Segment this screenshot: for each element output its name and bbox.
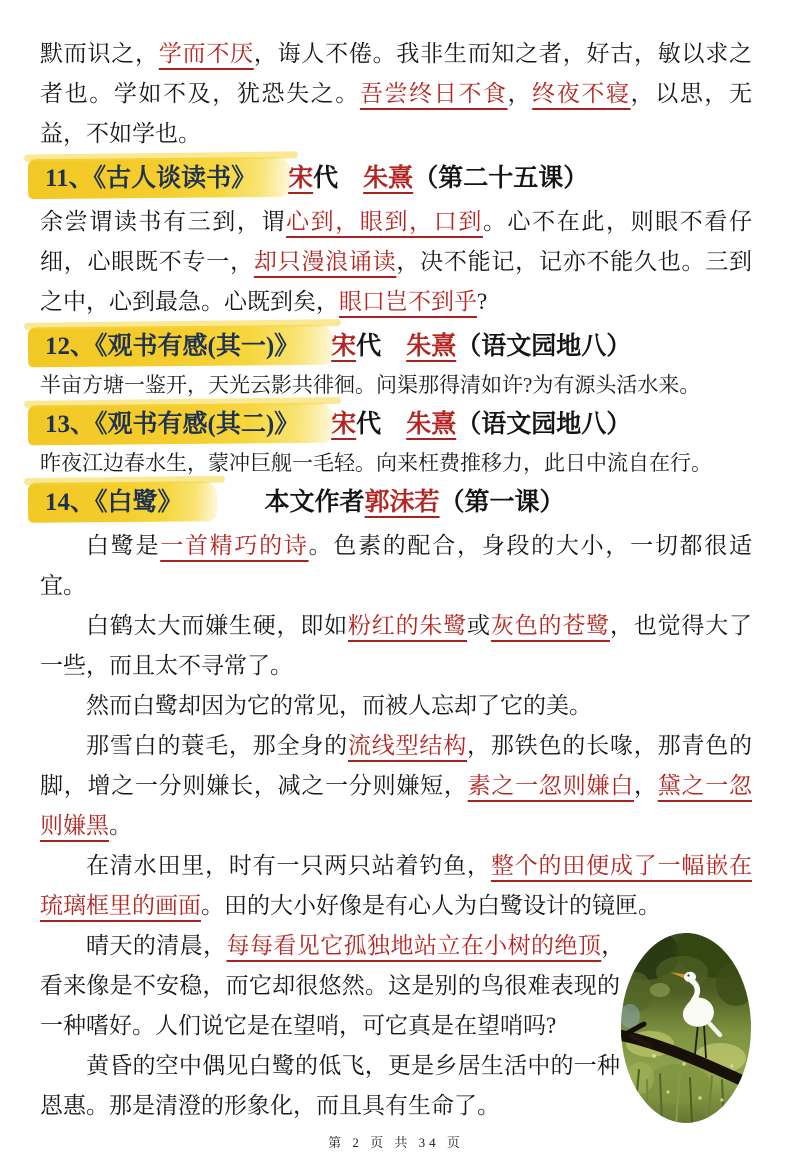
text-run: 代 xyxy=(356,411,382,438)
page-number: 第 2 页 共 34 页 xyxy=(328,1135,464,1150)
emphasized-phrase: 黛之一忽则嫌黑 xyxy=(40,773,753,838)
text-run xyxy=(381,411,406,438)
section-heading-12 xyxy=(40,326,752,368)
text-run: 。色素的配合，身段的大小，一切都很适宜。 xyxy=(40,533,753,598)
emphasized-phrase: 每每看见它孤独地站立在小树的绝顶 xyxy=(226,933,602,958)
text-run: 。 xyxy=(109,813,132,838)
section-heading-14 xyxy=(40,482,752,524)
text-run: 。心不在此，则眼不看仔细，心眼既不专一， xyxy=(40,209,753,274)
section-heading-11 xyxy=(40,158,752,200)
text-run: 那雪白的蓑毛，那全身的 xyxy=(86,733,348,758)
poem-guanshu-2: 昨夜江边春水生，蒙冲巨舰一毛轻。向来枉费推移力，此日中流自在行。 xyxy=(40,451,712,475)
text-run xyxy=(381,333,406,360)
heading-14-meta xyxy=(215,489,565,516)
heading-12-meta xyxy=(331,333,631,360)
heading-12-highlight: 12、《观书有感(其一)》 xyxy=(40,328,307,366)
bailu-paragraph-2 xyxy=(40,606,752,686)
text-run: （第一课） xyxy=(439,489,565,516)
text-run: ，以思，无益，不如学也。 xyxy=(40,81,753,146)
text-run: 白鹭是 xyxy=(86,533,161,558)
egret-photo-illustration xyxy=(620,932,752,1124)
emphasized-phrase: 朱熹 xyxy=(363,165,414,192)
intro-paragraph xyxy=(40,34,752,154)
text-run: ，也觉得大了一些，而且太不寻常了。 xyxy=(40,613,753,678)
poem-guanshu-1: 半亩方塘一鉴开，天光云影共徘徊。问渠那得清如许?为有源头活水来。 xyxy=(40,373,701,397)
text-run xyxy=(338,165,363,192)
emphasized-phrase: 粉红的朱鹭 xyxy=(347,613,468,638)
emphasized-phrase: 宋 xyxy=(331,411,357,438)
emphasized-phrase: 流线型结构 xyxy=(347,733,468,758)
emphasized-phrase: 整个的田便成了一幅嵌在琉璃框里的画面 xyxy=(40,853,753,918)
heading-14-highlight: 14、《白鹭》 xyxy=(40,484,191,522)
text-run: （第二十五课） xyxy=(413,165,589,192)
text-run: 黄昏的空中偶见白鹭的低飞，更是乡居生活中的一种恩惠。那是清澄的形象化，而且具有生命了。 xyxy=(40,1053,620,1118)
text-run: 或 xyxy=(467,613,491,638)
text-run: ，决不能记，记亦不能久也。三到之中，心到最急。心既到矣， xyxy=(40,249,753,314)
text-run: 默而识之， xyxy=(40,41,159,66)
text-run: 然而白鹭却因为它的常见，而被人忘却了它的美。 xyxy=(86,693,592,718)
bailu-paragraph-4 xyxy=(40,726,752,846)
emphasized-phrase: 郭沫若 xyxy=(364,489,440,516)
emphasized-phrase: 学而不厌 xyxy=(158,41,254,66)
text-run: ? xyxy=(477,289,488,314)
text-run: 代 xyxy=(356,333,382,360)
emphasized-phrase: 素之一忽则嫌白 xyxy=(467,773,634,798)
bailu-text-block xyxy=(40,526,752,1126)
text-run: 本文作者 xyxy=(214,489,365,516)
section-heading-13 xyxy=(40,404,752,446)
bailu-paragraph-3 xyxy=(40,686,752,726)
emphasized-phrase: 朱熹 xyxy=(406,411,457,438)
text-run: 余尝谓读书有三到，谓 xyxy=(40,209,287,234)
text-run: ， xyxy=(507,81,533,106)
emphasized-phrase: 宋 xyxy=(288,165,314,192)
text-run: 。田的大小好像是有心人为白鹭设计的镜匣。 xyxy=(201,893,661,918)
heading-13-meta xyxy=(331,411,631,438)
text-run: 在清水田里，时有一只两只站着钓鱼， xyxy=(86,853,491,878)
emphasized-phrase: 终夜不寝 xyxy=(532,81,631,106)
text-run: 代 xyxy=(313,165,339,192)
emphasized-phrase: 心到，眼到，口到 xyxy=(286,209,483,234)
emphasized-phrase: 却只漫浪诵读 xyxy=(253,249,397,274)
heading-11-meta xyxy=(288,165,588,192)
emphasized-phrase: 朱熹 xyxy=(406,333,457,360)
text-run: 白鹤太大而嫌生硬，即如 xyxy=(86,613,348,638)
emphasized-phrase: 宋 xyxy=(331,333,357,360)
emphasized-phrase: 吾尝终日不食 xyxy=(359,81,508,106)
section-11-paragraph xyxy=(40,202,752,322)
egret-photo xyxy=(620,932,752,1124)
text-run: ，那铁色的长喙，那青色的脚，增之一分则嫌长，减之一分则嫌短， xyxy=(40,733,753,798)
text-run: （语文园地八） xyxy=(456,411,632,438)
emphasized-phrase: 一首精巧的诗 xyxy=(160,533,309,558)
emphasized-phrase: 灰色的苍鹭 xyxy=(490,613,610,638)
text-run: ，看来像是不安稳，而它却很悠然。这是别的鸟很难表现的一种嗜好。人们说它是在望哨，可它真是在望哨吗? xyxy=(40,933,625,1038)
emphasized-phrase: 眼口岂不到乎 xyxy=(339,289,477,314)
bailu-paragraph-1 xyxy=(40,526,752,606)
text-run: ， xyxy=(633,773,658,798)
text-run: 晴天的清晨， xyxy=(86,933,227,958)
text-run: （语文园地八） xyxy=(456,333,632,360)
heading-11-highlight: 11、《古人谈读书》 xyxy=(40,160,264,198)
heading-13-highlight: 13、《观书有感(其二)》 xyxy=(40,406,307,444)
bailu-paragraph-5 xyxy=(40,846,752,926)
text-run: ，诲人不倦。我非生而知之者，好古，敏以求之者也。学如不及，犹恐失之。 xyxy=(40,41,753,106)
